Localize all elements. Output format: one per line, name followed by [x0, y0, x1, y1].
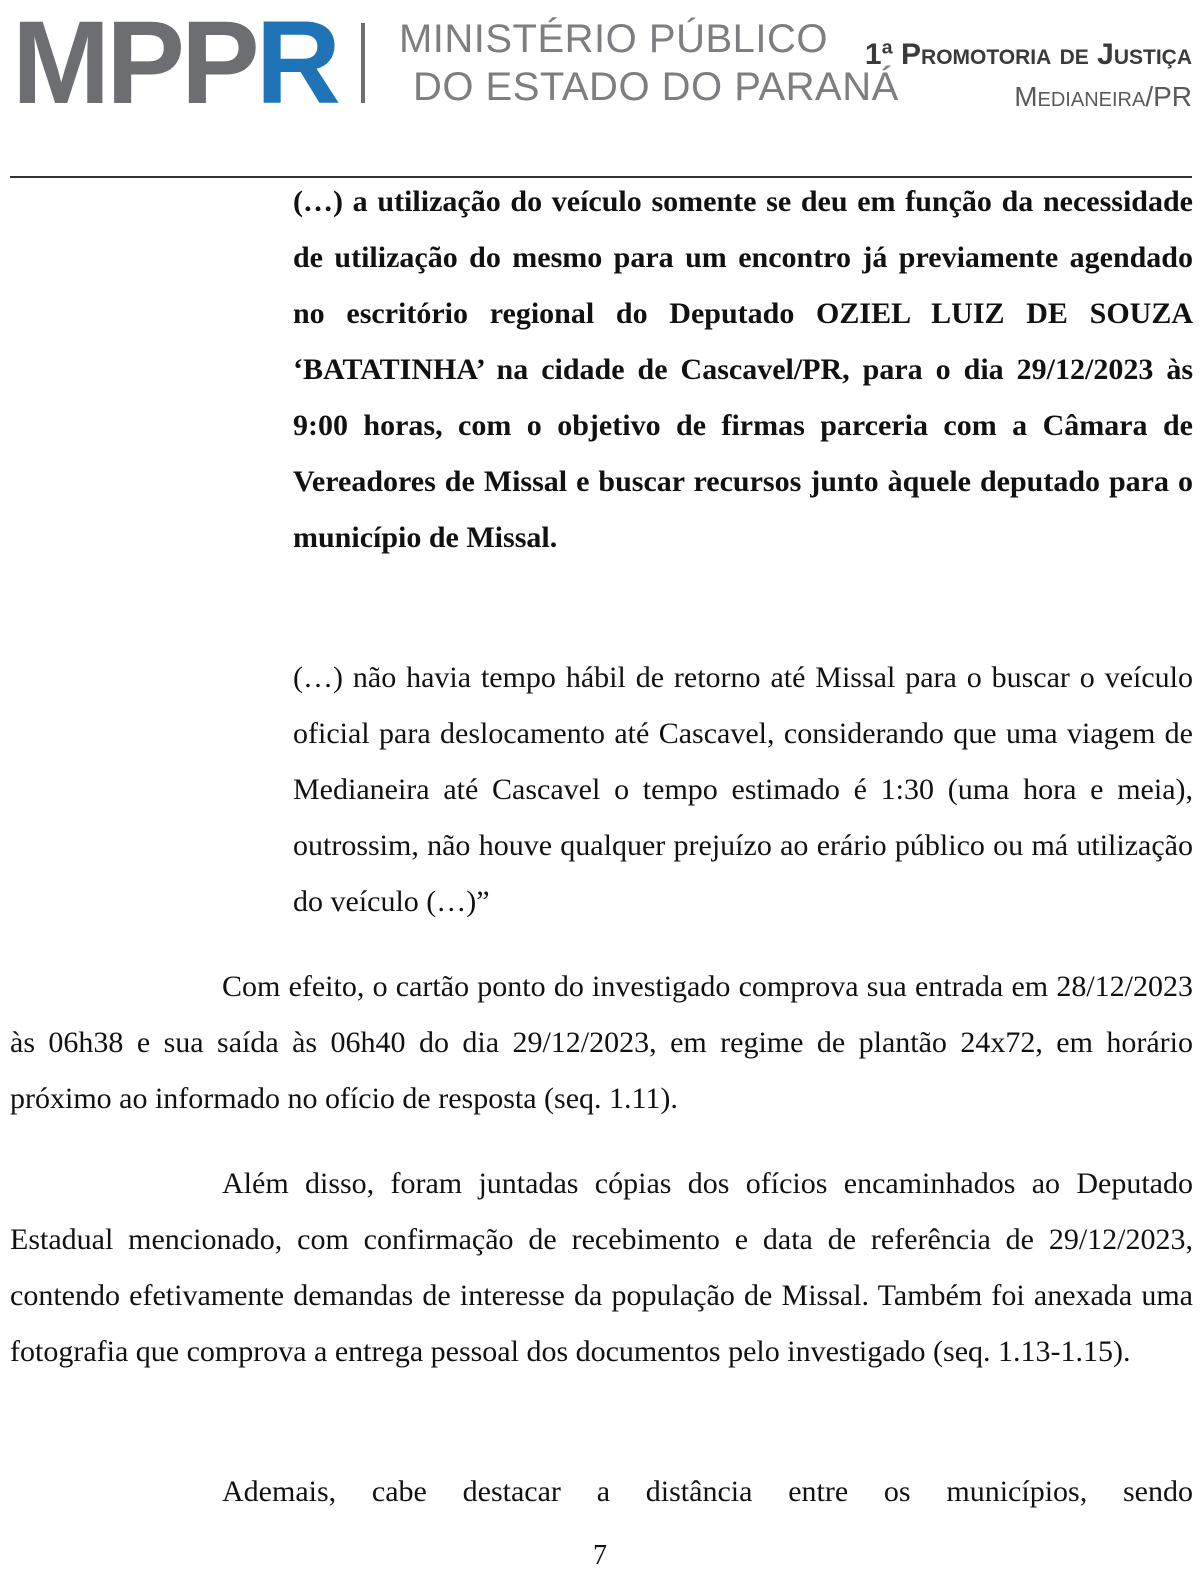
logo-divider — [361, 23, 365, 103]
office-name — [865, 34, 1192, 118]
logo-mark-main: MPP — [12, 0, 256, 129]
office-name-line1: 1ª Promotoria de Justiça — [864, 38, 1192, 71]
page-header — [0, 0, 1200, 180]
body-paragraph: Além disso, foram juntadas cópias dos ofícios encaminhados ao Deputado Estadual mencionado, com confirmação de recebimento e data de referência de 29/12/2023, contendo efetivamente demandas de interesse da população de Missal. Também foi anexada uma fotografia que comprova a entrega pessoal dos documentos pelo investigado (seq. 1.13-1.15). — [10, 1167, 1193, 1368]
body-paragraph: Com efeito, o cartão ponto do investigado comprova sua entrada em 28/12/2023 às 06h38 e sua saída às 06h40 do dia 29/12/2023, em regime de plantão 24x72, em horário próximo ao informado no ofício de resposta (seq. 1.11). — [10, 970, 1193, 1115]
logo-text-line1: MINISTÉRIO PÚBLICO — [398, 17, 828, 61]
logo-text — [399, 15, 899, 111]
logo-mark — [12, 0, 337, 129]
logo-mark-accent: R — [255, 0, 337, 129]
logo-text-line2: DO ESTADO DO PARANÁ — [412, 65, 899, 109]
office-name-line2: Medianeira/PR — [1014, 81, 1192, 112]
quote-bold-block: (…) a utilização do veículo somente se deu em função da necessidade de utilização do mesmo para um encontro já previamente agendado no escritório regional do Deputado OZIEL LUIZ DE SOUZA ‘BATATINHA’ na cidade de Cascavel/PR, para o dia 29/12/2023 às 9:00 horas, com o objetivo de firmas parceria com a Câmara de Vereadores de Missal e buscar recursos junto àquele deputado para o município de Missal. — [293, 185, 1193, 554]
page-number: 7 — [593, 1540, 607, 1571]
mppr-logo — [12, 0, 899, 129]
quote-regular-block: (…) não havia tempo hábil de retorno até Missal para o buscar o veículo oficial para deslocamento até Cascavel, considerando que uma viagem de Medianeira até Cascavel o tempo estimado é 1:30 (uma hora e meia), outrossim, não houve qualquer prejuízo ao erário público ou má utilização do veículo (…)” — [293, 661, 1193, 918]
body-paragraph: Ademais, cabe destacar a distância entre os municípios, sendo — [222, 1475, 1193, 1508]
